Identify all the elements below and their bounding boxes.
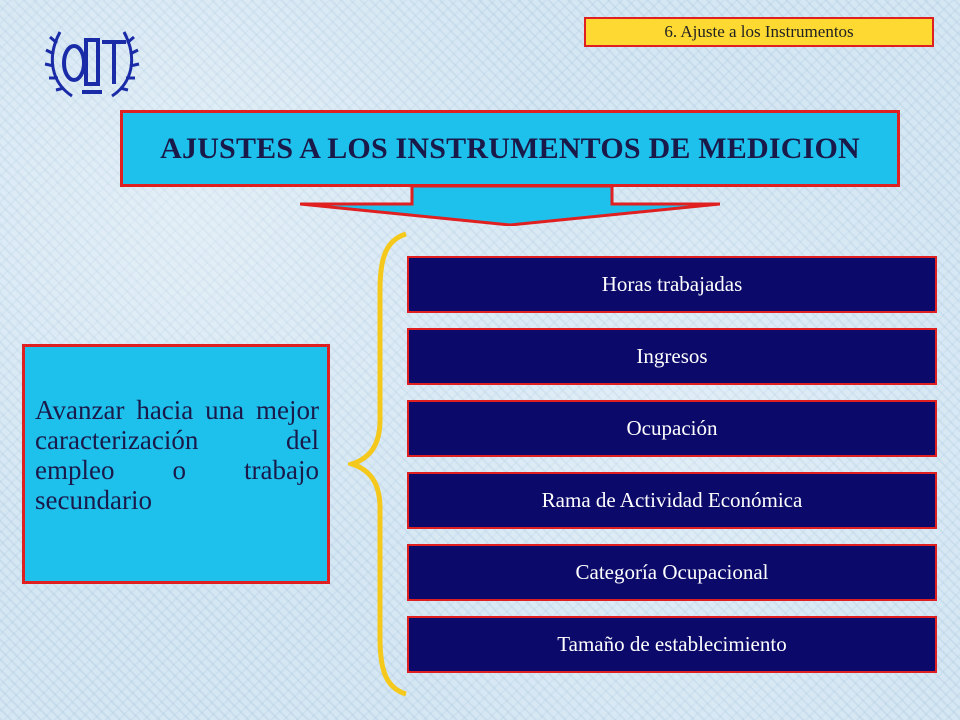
objective-text: Avanzar hacia una mejor caracterización del empleo o trabajo secundario [35,395,319,515]
item-rama-actividad [407,472,937,529]
brace-shape [348,230,408,698]
item-label: Categoría Ocupacional [575,560,769,584]
oit-logo-icon [42,18,142,104]
objective-box [22,344,330,584]
item-tamano-establecimiento [407,616,937,673]
item-label: Tamaño de establecimiento [557,632,787,656]
item-ingresos [407,328,937,385]
page-title: AJUSTES A LOS INSTRUMENTOS DE MEDICION [120,110,900,187]
item-horas-trabajadas [407,256,937,313]
item-ocupacion [407,400,937,457]
item-label: Rama de Actividad Económica [541,488,803,512]
item-label: Ocupación [626,416,718,440]
item-categoria-ocupacional [407,544,937,601]
section-label: 6. Ajuste a los Instrumentos [584,17,934,47]
down-arrow-shape [300,186,720,226]
item-label: Ingresos [636,344,708,368]
item-label: Horas trabajadas [601,272,743,296]
